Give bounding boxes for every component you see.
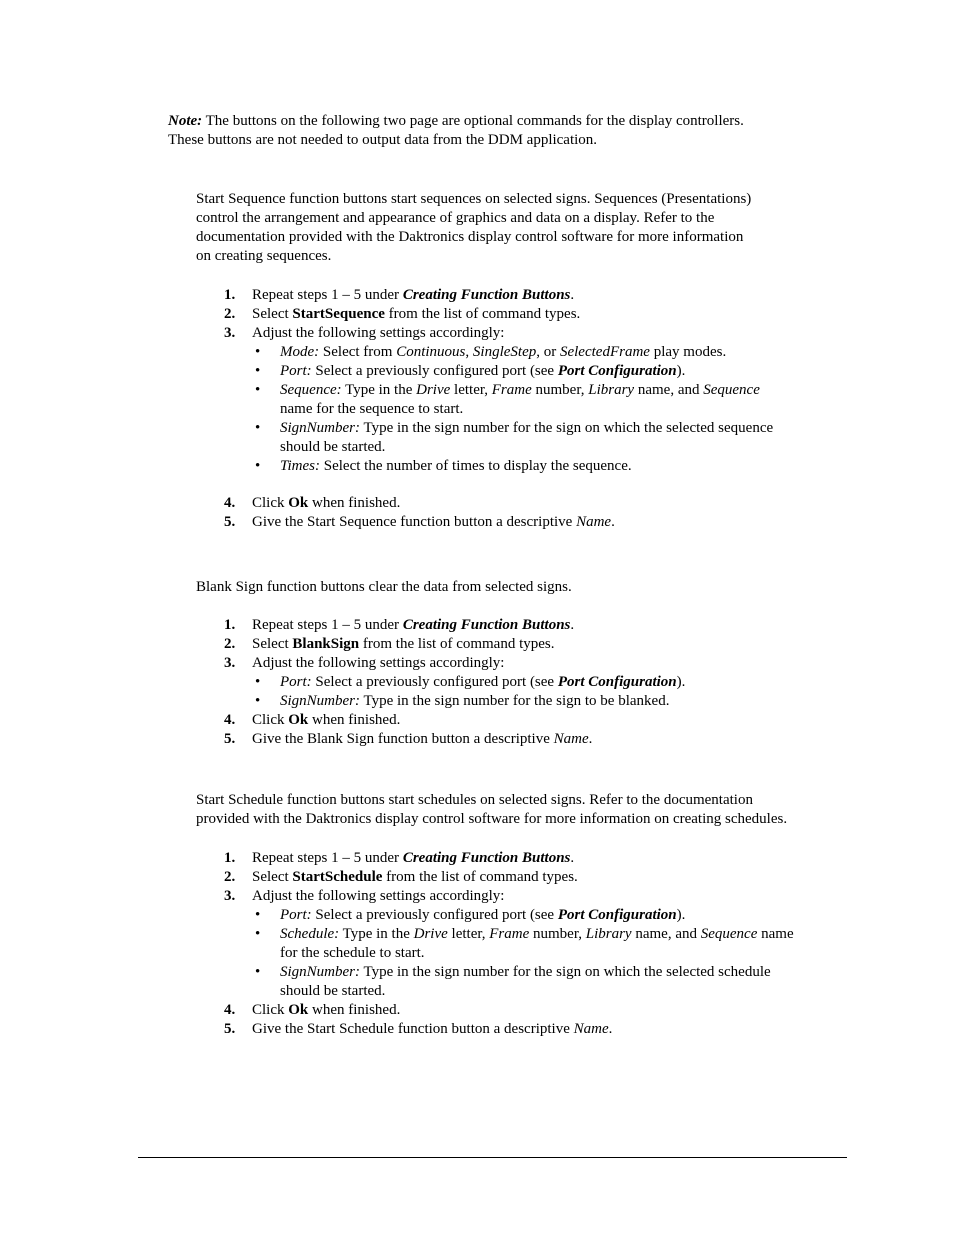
start-schedule-steps [224,849,854,1039]
step-item: 5. Give the Start Sequence function button a descriptive Name. [224,514,615,530]
step-item: 4. Click Ok when finished. [224,1002,401,1018]
setting-schedule: • Schedule: Type in the Drive letter, Frame number, Library name, and Sequence name for the schedule to start. [255,926,794,961]
settings-list [252,673,854,711]
setting-mode: • Mode: Select from Continuous, SingleStep, or SelectedFrame play modes. [255,344,727,360]
footer-divider [138,1157,847,1158]
step-item: 4. Click Ok when finished. [224,495,401,511]
note-text-line1: The buttons on the following two page are optional commands for the display controllers. [202,113,744,129]
blank-sign-steps [224,616,854,749]
note-label: Note: [168,113,203,129]
bullet-icon: • [255,926,261,942]
command-type: StartSchedule [292,869,383,885]
setting-signnumber: • SignNumber: Type in the sign number for the sign to be blanked. [255,693,670,709]
bullet-icon: • [255,344,261,360]
bullet-icon: • [255,420,261,436]
intro-line: Start Sequence function buttons start sequences on selected signs. Sequences (Presentations) [196,191,752,207]
bullet-icon: • [255,382,261,398]
intro-line: on creating sequences. [196,248,332,264]
setting-times: • Times: Select the number of times to display the sequence. [255,458,632,474]
bullet-icon: • [255,907,261,923]
cross-reference: Creating Function Buttons [402,617,571,633]
start-sequence-steps [224,286,854,532]
step-item: 1. Repeat steps 1 – 5 under Creating Function Buttons. [224,617,575,633]
step-item: 2. Select BlankSign from the list of command types. [224,636,555,652]
bullet-icon: • [255,964,261,980]
setting-sequence: • Sequence: Type in the Drive letter, Frame number, Library name, and Sequence name for the sequence to start. [255,382,760,417]
setting-port: • Port: Select a previously configured port (see Port Configuration). [255,363,686,379]
step-item: 3. Adjust the following settings accordingly: • Port: Select a previously configured port (see Port Configuration). • Schedule: Type in the Drive letter, Frame number, Library name, and Sequence name for the schedule to start. • SignNumber: Type in the sign number for the sign on which the selected schedule should be started. [224,887,854,1001]
bullet-icon: • [255,674,261,690]
note-text-line2: These buttons are not needed to output data from the DDM application. [168,132,598,148]
intro-line: documentation provided with the Daktronics display control software for more information [196,229,744,245]
setting-port: • Port: Select a previously configured port (see Port Configuration). [255,674,686,690]
step-item: 5. Give the Start Schedule function button a descriptive Name. [224,1021,613,1037]
command-type: StartSequence [292,306,385,322]
bullet-icon: • [255,363,261,379]
step-item: 2. Select StartSequence from the list of command types. [224,306,581,322]
command-type: BlankSign [292,636,360,652]
setting-port: • Port: Select a previously configured port (see Port Configuration). [255,907,686,923]
setting-signnumber: • SignNumber: Type in the sign number for the sign on which the selected schedule should be started. [255,964,771,999]
cross-reference: Creating Function Buttons [402,287,571,303]
settings-list [252,343,854,476]
intro-line: Start Schedule function buttons start schedules on selected signs. Refer to the documentation [196,792,753,808]
cross-reference: Creating Function Buttons [402,850,571,866]
step-item: 1. Repeat steps 1 – 5 under Creating Function Buttons. [224,850,575,866]
start-schedule-intro [196,791,886,829]
step-item: 3. Adjust the following settings accordingly: • Mode: Select from Continuous, SingleStep, or SelectedFrame play modes. • Port: Select a previously configured port (see Port Configuration). • Sequence: Type in the Drive letter, Frame number, Library name, and Sequence name for the sequence to start. • SignNumber: Type in the sign number for the sign on which the selected sequence should be started. • Times: Select the number of times to display the sequence. [224,324,854,476]
step-item: 5. Give the Blank Sign function button a descriptive Name. [224,731,593,747]
intro-line: provided with the Daktronics display control software for more information on creating schedules. [196,811,788,827]
step-item: 3. Adjust the following settings accordingly: • Port: Select a previously configured port (see Port Configuration). • SignNumber: Type in the sign number for the sign to be blanked. [224,654,854,711]
settings-list [252,906,854,1001]
step-item: 4. Click Ok when finished. [224,712,401,728]
step-item: 1. Repeat steps 1 – 5 under Creating Function Buttons. [224,287,575,303]
bullet-icon: • [255,693,261,709]
start-sequence-intro [196,190,886,266]
bullet-icon: • [255,458,261,474]
step-item: 2. Select StartSchedule from the list of command types. [224,869,578,885]
setting-signnumber: • SignNumber: Type in the sign number for the sign on which the selected sequence should be started. [255,420,774,455]
note-paragraph [168,112,858,150]
intro-line: control the arrangement and appearance of graphics and data on a display. Refer to the [196,210,715,226]
blank-sign-intro: Blank Sign function buttons clear the data from selected signs. [196,579,572,595]
